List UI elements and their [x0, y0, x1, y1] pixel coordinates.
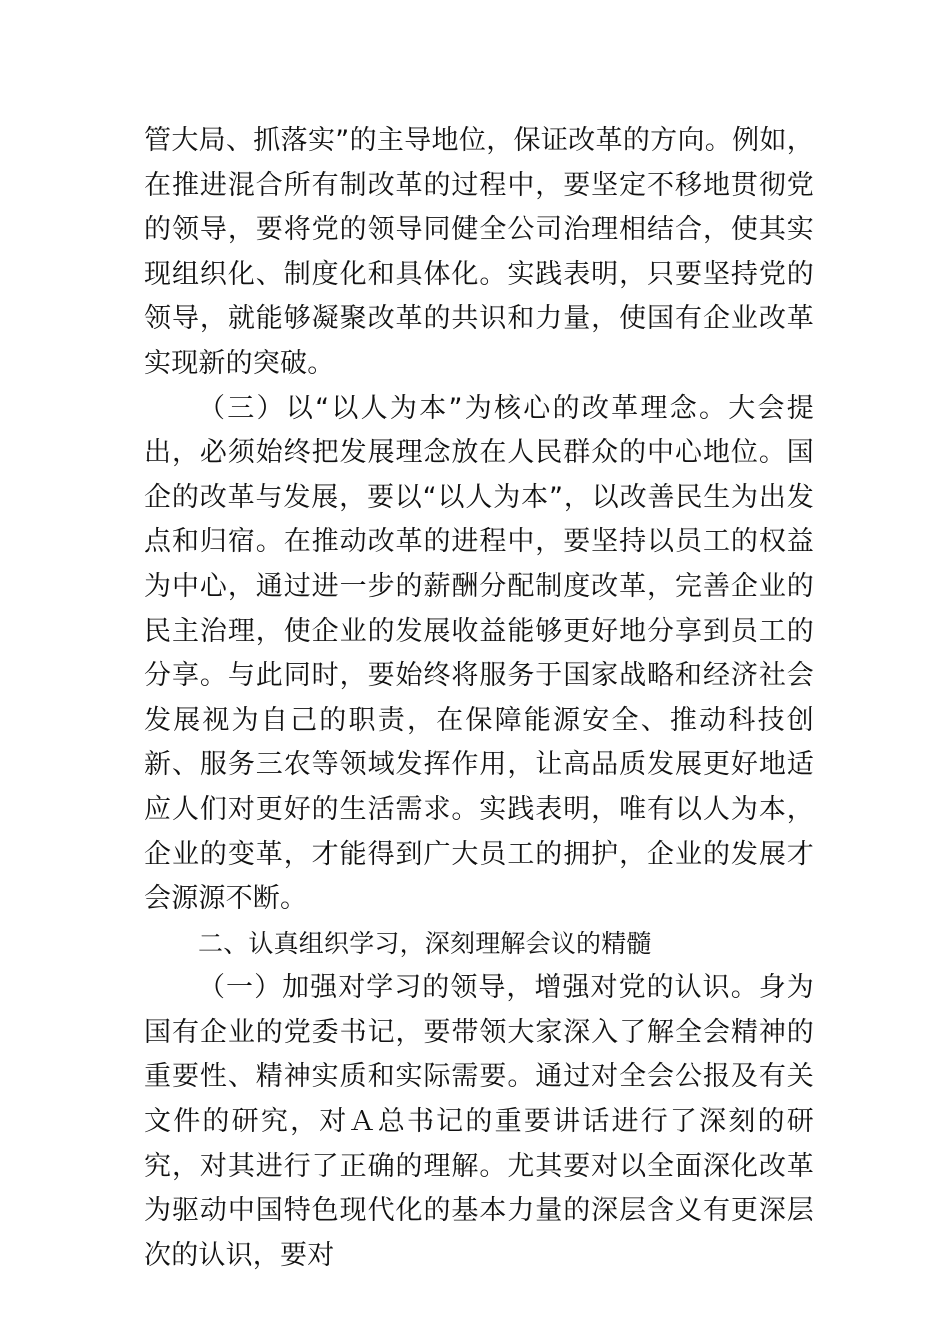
paragraph-continuation: 管大局、抓落实”的主导地位，保证改革的方向。例如，在推进混合所有制改革的过程中，要坚定不移地贯彻党的领导，要将党的领导同健全公司治理相结合，使其实现组织化、制度化和具体化。实践表明，只要坚持党的领导，就能够凝聚改革的共识和力量，使国有企业改革实现新的突破。	[144, 125, 814, 379]
section-heading-two: 二、认真组织学习，深刻理解会议的精髓	[198, 928, 652, 958]
paragraph-subsection-one: （一）加强对学习的领导，增强对党的认识。身为国有企业的党委书记，要带领大家深入了解全会精神的重要性、精神实质和实际需要。通过对全会公报及有关文件的研究，对Ａ总书记的重要讲话进行了深刻的研究，对其进行了正确的理解。尤其要对以全面深化改革为驱动中国特色现代化的基本力量的深层含义有更深层次的认识，要对	[144, 972, 814, 1271]
paragraph-section-three: （三）以“以人为本”为核心的改革理念。大会提出，必须始终把发展理念放在人民群众的中心地位。国企的改革与发展，要以“以人为本”，以改善民生为出发点和归宿。在推动改革的进程中，要坚持以员工的权益为中心，通过进一步的薪酬分配制度改革，完善企业的民主治理，使企业的发展收益能够更好地分享到员工的分享。与此同时，要始终将服务于国家战略和经济社会发展视为自己的职责，在保障能源安全、推动科技创新、服务三农等领域发挥作用，让高品质发展更好地适应人们对更好的生活需求。实践表明，唯有以人为本，企业的变革，才能得到广大员工的拥护，企业的发展才会源源不断。	[144, 392, 814, 915]
document-body	[144, 119, 814, 1278]
